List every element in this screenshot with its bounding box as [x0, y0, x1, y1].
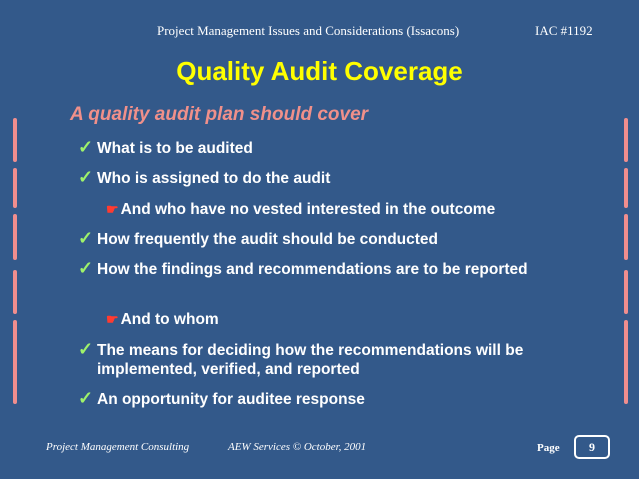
checkmark-icon: ✓	[78, 167, 94, 187]
header-code: IAC #1192	[535, 23, 593, 38]
bullet-text: An opportunity for auditee response	[97, 391, 365, 408]
footer-center: AEW Services © October, 2001	[228, 441, 367, 453]
side-bar-decoration	[624, 320, 628, 404]
subbullet-item	[106, 200, 606, 219]
slide-subtitle: A quality audit plan should cover	[70, 104, 369, 125]
bullet-text: How frequently the audit should be conducted	[97, 231, 439, 248]
bullet-text: Who is assigned to do the audit	[97, 170, 331, 187]
side-bar-decoration	[624, 270, 628, 314]
bullet-item	[78, 169, 598, 188]
side-bar-decoration	[13, 118, 17, 162]
checkmark-icon: ✓	[78, 339, 94, 359]
footer-left: Project Management Consulting	[46, 441, 190, 453]
subbullet-text: And who have no vested interested in the outcome	[120, 201, 496, 218]
bullet-text: How the findings and recommendations are to be reported	[97, 261, 528, 278]
checkmark-icon: ✓	[78, 258, 94, 278]
page-label: Page	[537, 442, 560, 454]
pointing-hand-icon: ☛	[106, 201, 119, 217]
checkmark-icon: ✓	[78, 388, 94, 408]
side-bar-decoration	[13, 214, 17, 260]
bullet-text: The means for deciding how the recommendations will be implemented, verified, and reported	[97, 342, 524, 378]
bullet-item	[78, 230, 598, 249]
side-bar-decoration	[624, 168, 628, 208]
bullet-item	[78, 390, 598, 409]
side-bar-decoration	[624, 214, 628, 260]
bullet-item	[78, 139, 598, 158]
subbullet-text: And to whom	[120, 311, 219, 328]
header-title: Project Management Issues and Considerations (Issacons)	[157, 23, 460, 38]
slide-title: Quality Audit Coverage	[176, 56, 463, 86]
bullet-item	[78, 260, 548, 279]
pointing-hand-icon: ☛	[106, 311, 119, 327]
checkmark-icon: ✓	[78, 228, 94, 248]
side-bar-decoration	[624, 118, 628, 162]
page-number: 9	[574, 435, 610, 459]
bullet-item	[78, 341, 583, 379]
side-bar-decoration	[13, 270, 17, 314]
side-bar-decoration	[13, 168, 17, 208]
subbullet-item	[106, 310, 606, 329]
bullet-text: What is to be audited	[97, 140, 253, 157]
checkmark-icon: ✓	[78, 137, 94, 157]
side-bar-decoration	[13, 320, 17, 404]
